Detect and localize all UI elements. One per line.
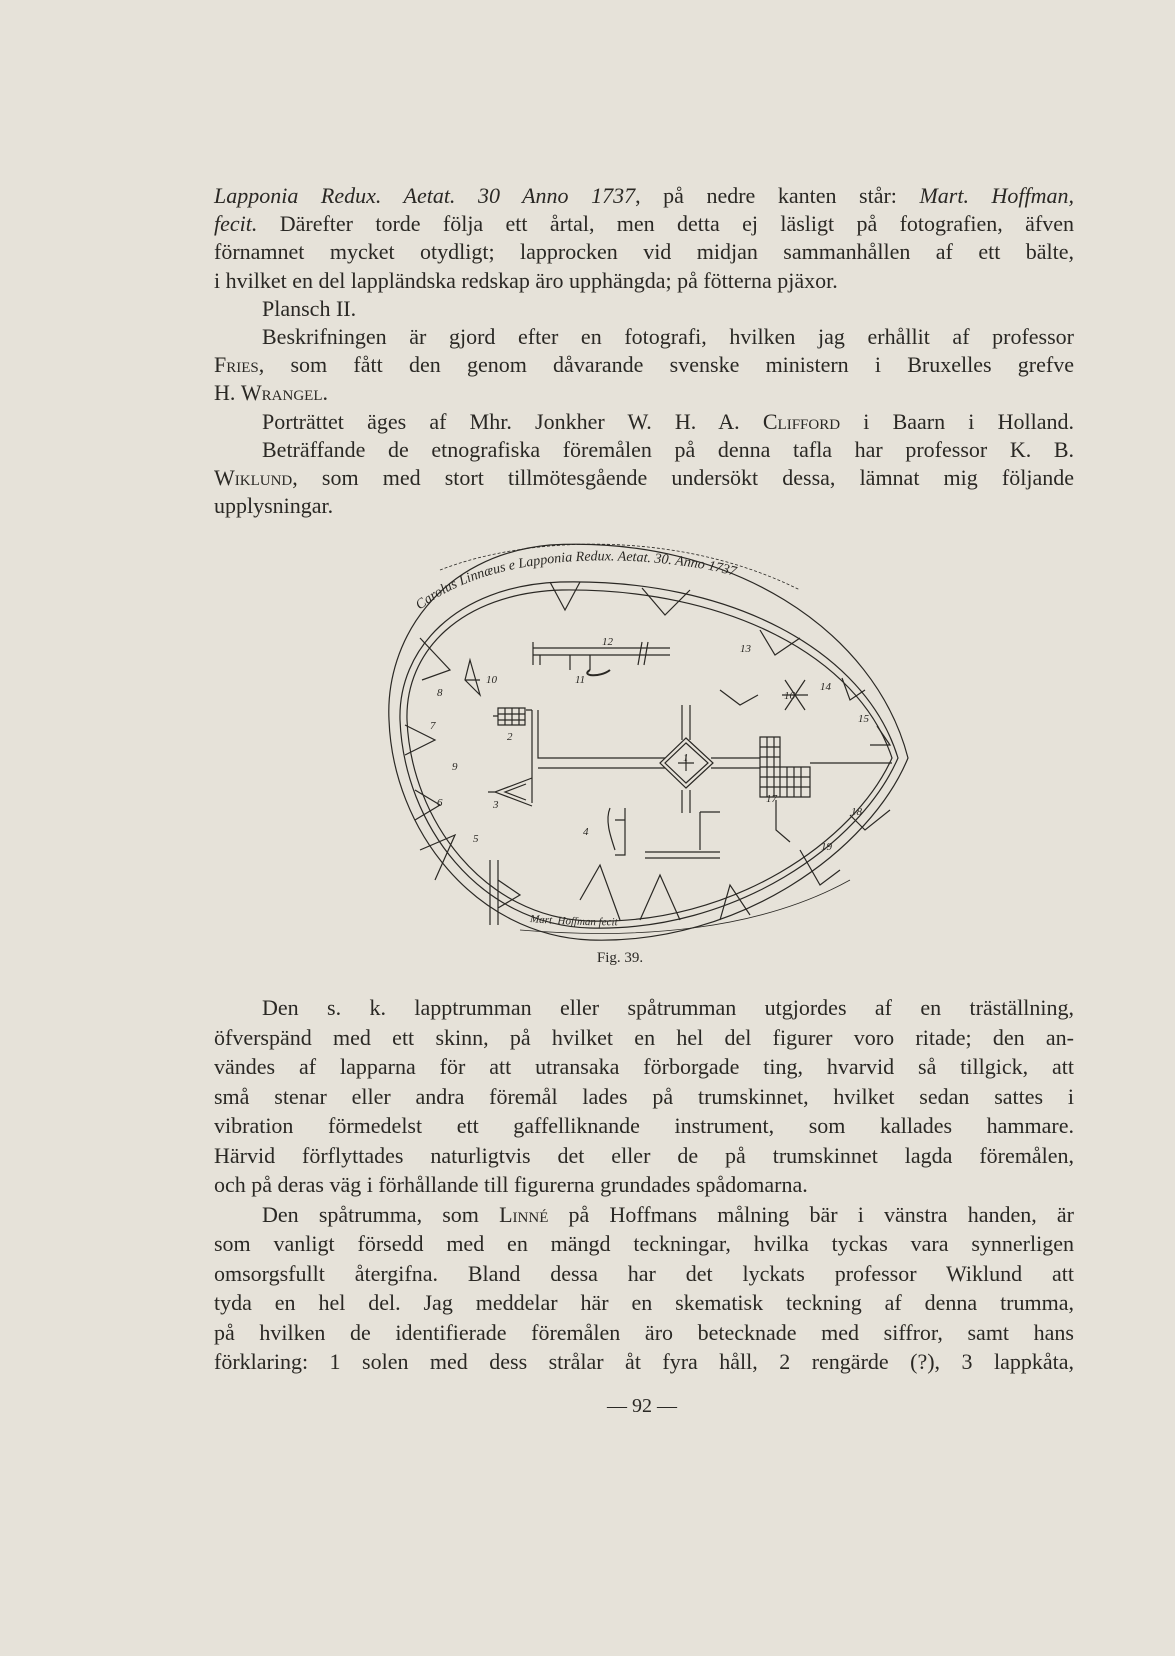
text-line xyxy=(214,1082,1074,1112)
text-segment: H. xyxy=(214,380,241,406)
person-name: Linné xyxy=(499,1201,549,1227)
text-line xyxy=(214,1052,1074,1082)
drum-inscription: Carolus Linnæus e Lapponia Redux. Aetat. 30. Anno 1737 xyxy=(413,549,738,614)
text-segment: Plansch II. xyxy=(262,295,357,321)
text-segment: . xyxy=(322,380,328,406)
label-19: 19 xyxy=(821,841,832,853)
main-channel xyxy=(526,710,892,803)
drum-inner-rim xyxy=(400,582,898,928)
text-line xyxy=(214,993,1074,1023)
text-line xyxy=(214,1229,1074,1259)
text-segment: förklaring: 1 solen med dess strålar åt fyra håll, 2 rengärde (?), 3 lappkåta, xyxy=(214,1349,1074,1374)
label-5: 5 xyxy=(473,833,479,845)
text-segment: , som med stort tillmötesgående undersökt dessa, lämnat mig följande xyxy=(292,464,1074,490)
text-segment: som vanligt försedd med en mängd teckningar, hvilka tyckas vara synnerligen xyxy=(214,1231,1074,1256)
text-line xyxy=(214,238,1074,266)
label-9: 9 xyxy=(452,761,458,773)
label-16: 16 xyxy=(784,690,795,702)
text-line xyxy=(214,408,1074,436)
text-line xyxy=(214,295,1074,323)
text-line xyxy=(214,1023,1074,1053)
label-7: 7 xyxy=(430,720,436,732)
person-name: Wrangel xyxy=(240,380,323,406)
text-line xyxy=(214,1170,1074,1200)
text-line xyxy=(214,464,1074,492)
label-13: 13 xyxy=(740,643,751,655)
label-1: 1 xyxy=(683,752,689,764)
person-name: Fries xyxy=(214,352,259,378)
label-2: 2 xyxy=(507,731,513,743)
text-block-top xyxy=(214,182,1074,520)
text-line xyxy=(214,351,1074,379)
italic-text: fecit. xyxy=(214,211,258,237)
italic-text: Lapponia Redux. Aetat. 30 Anno 1737 xyxy=(214,183,636,208)
figure-10 xyxy=(465,660,480,695)
text-line xyxy=(214,1141,1074,1171)
label-10: 10 xyxy=(486,674,497,686)
text-line xyxy=(214,267,1074,295)
label-11: 11 xyxy=(575,674,586,686)
label-4: 4 xyxy=(583,826,589,838)
text-segment: vändes af lapparna för att utransaka förborgade ting, hvarvid så tillgick, att xyxy=(214,1054,1074,1079)
label-17: 17 xyxy=(766,793,777,805)
text-segment: tyda en hel del. Jag meddelar här en skematisk teckning af denna trumma, xyxy=(214,1290,1074,1315)
text-segment: Härvid förflyttades naturligtvis det eller de på trumskinnet lagda föremålen, xyxy=(214,1142,1074,1168)
text-line xyxy=(214,492,1074,520)
drum-figure xyxy=(380,530,920,950)
text-segment: Beskrifningen är gjord efter en fotografi, hvilken jag erhållit af professor xyxy=(262,323,1074,349)
text-line xyxy=(214,379,1074,407)
drum-number-labels xyxy=(430,636,870,853)
label-18: 18 xyxy=(851,806,862,818)
text-segment: Den s. k. lapptrumman eller spåtrumman utgjordes af en träställning, xyxy=(262,995,1074,1020)
drum-signature: Mart. Hoffman fecit xyxy=(529,913,618,929)
text-segment: omsorgsfullt återgifna. Bland dessa har det lyckats professor Wiklund att xyxy=(214,1260,1074,1286)
label-8: 8 xyxy=(437,687,443,699)
text-block-bottom xyxy=(214,993,1074,1377)
text-segment: Beträffande de etnografiska föremålen på denna tafla har professor K. B. xyxy=(262,436,1074,462)
text-segment: på hvilken de identifierade föremålen äro betecknade med siffror, samt hans xyxy=(214,1319,1074,1345)
grid-2 xyxy=(493,708,525,725)
text-line xyxy=(214,1259,1074,1289)
text-segment: Därefter torde följa ett årtal, men detta ej läsligt på fotografien, äfven xyxy=(257,211,1074,237)
figure-caption: Fig. 39. xyxy=(596,950,644,966)
drum-outer-rim xyxy=(389,544,908,940)
text-segment: och på deras väg i förhållande till figurerna grundades spådomarna. xyxy=(214,1172,808,1197)
text-line xyxy=(214,1288,1074,1318)
grid-17 xyxy=(760,737,810,797)
text-segment: små stenar eller andra föremål lades på trumskinnet, hvilket sedan sattes i xyxy=(214,1083,1074,1109)
text-segment: på Hoffmans målning bär i vänstra handen, är xyxy=(548,1201,1074,1227)
text-segment: upplysningar. xyxy=(214,493,334,519)
text-segment: i Baarn i Holland. xyxy=(840,408,1074,434)
text-segment: i hvilket en del lappländska redskap äro upphängda; på fötterna pjäxor. xyxy=(214,267,838,293)
text-line xyxy=(214,1347,1074,1377)
text-segment: Den spåtrumma, som xyxy=(262,1201,500,1227)
text-segment: Porträttet äges af Mhr. Jonkher W. H. A. xyxy=(262,408,763,434)
label-3: 3 xyxy=(493,799,499,811)
text-line xyxy=(214,1111,1074,1141)
label-12: 12 xyxy=(602,636,613,648)
page-number: — 92 — xyxy=(607,1395,677,1417)
rim-triangles xyxy=(405,582,890,925)
italic-text: Mart. Hoffman, xyxy=(919,183,1075,208)
label-14: 14 xyxy=(820,681,831,693)
text-line xyxy=(214,436,1074,464)
svg-text:Mart. Hoffman fecit xyxy=(529,913,619,928)
label-15: 15 xyxy=(858,713,869,725)
text-segment: förnamnet mycket otydligt; lapprocken vid midjan sammanhållen af ett bälte, xyxy=(214,239,1074,265)
text-line xyxy=(214,210,1074,238)
label-6: 6 xyxy=(437,797,443,809)
text-segment: , på nedre kanten står: xyxy=(635,183,920,208)
person-name: Wiklund xyxy=(214,464,293,490)
text-segment: öfverspänd med ett skinn, på hvilket en hel del figurer voro ritade; den an- xyxy=(214,1024,1074,1050)
text-line xyxy=(214,1318,1074,1348)
person-name: Clifford xyxy=(762,408,841,434)
text-line xyxy=(214,323,1074,351)
text-segment: vibration förmedelst ett gaffelliknande instrument, som kallades hammare. xyxy=(214,1113,1074,1138)
text-line xyxy=(214,1200,1074,1230)
text-line xyxy=(214,182,1074,210)
text-segment: , som fått den genom dåvarande svenske ministern i Bruxelles grefve xyxy=(258,352,1074,378)
